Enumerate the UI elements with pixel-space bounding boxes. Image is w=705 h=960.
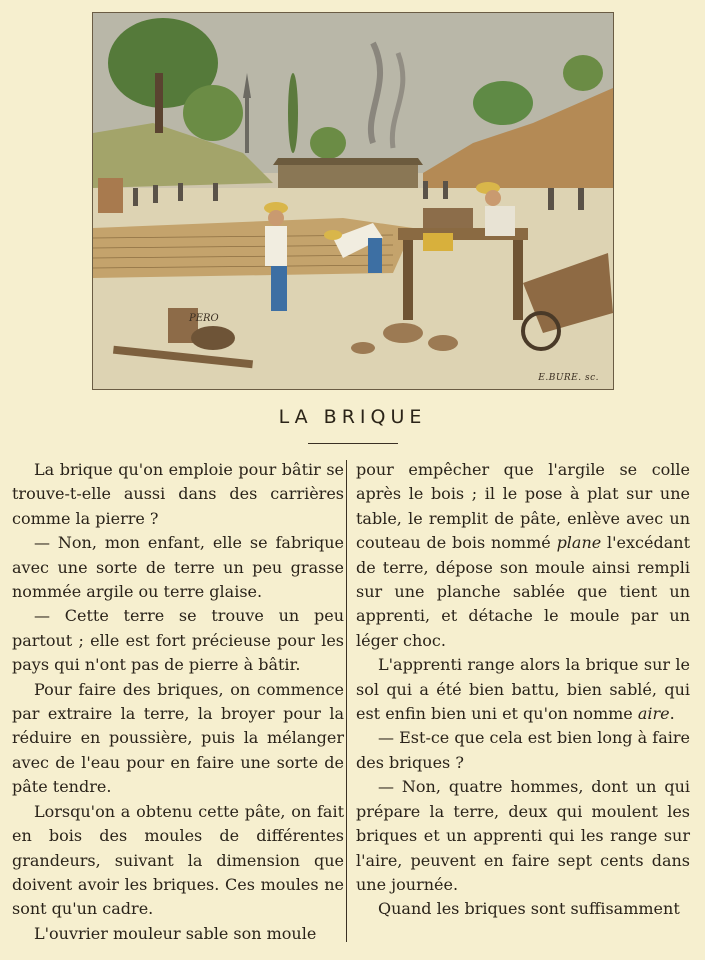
paragraph: — Est-ce que cela est bien long à faire des briques ?	[356, 728, 690, 772]
paragraph: Quand les briques sont suffisamment	[378, 899, 680, 919]
term-aire: aire	[637, 704, 670, 724]
paragraph: La brique qu'on emploie pour bâtir se trouve-t-elle aussi dans des carrières comme la pierre ?	[12, 460, 344, 528]
paragraph: Pour faire des briques, on commence par extraire la terre, la broyer pour la réduire en poussière, puis la mélanger avec de l'eau pour en faire une sorte de pâte tendre.	[12, 679, 344, 797]
paragraph	[356, 653, 690, 726]
text-run: l'excédant de terre, dépose son moule ainsi rempli sur une planche sablée que tient un apprenti, et détache le moule par un léger choc.	[356, 533, 690, 650]
paragraph: Lorsqu'on a obtenu cette pâte, on fait en bois des moules de différentes grandeurs, suivant la dimension que doivent avoir les briques. Ces moules ne sont qu'un cadre.	[12, 801, 344, 919]
title-rule	[308, 443, 398, 444]
column-divider	[346, 460, 347, 942]
paragraph: — Non, mon enfant, elle se fabrique avec une sorte de terre un peu grasse nommée argile ou terre glaise.	[12, 533, 344, 602]
paragraph	[356, 458, 690, 653]
left-column	[12, 458, 344, 946]
paragraph: — Cette terre se trouve un peu partout ; elle est fort précieuse pour les pays qui n'ont pas de pierre à bâtir.	[12, 606, 344, 675]
text-run: L'apprenti range alors la brique sur le sol qui a été bien battu, bien sablé, qui est enfin bien uni et qu'on nomme	[356, 655, 690, 724]
illustration-drawing	[93, 13, 613, 389]
right-column	[356, 458, 690, 922]
term-plane: plane	[556, 533, 602, 553]
text-run: .	[669, 704, 675, 724]
chapter-title: LA BRIQUE	[278, 406, 427, 428]
artist-signature: PERO	[189, 313, 219, 324]
paragraph: — Non, quatre hommes, dont un qui prépare la terre, deux qui moulent les briques et un apprenti qui les range sur l'aire, peuvent en faire sept cents dans une journée.	[356, 777, 690, 894]
engraver-signature: E.BURE. sc.	[538, 373, 599, 383]
text-run: pour empêcher que l'argile se colle après le bois ; il le pose à plat sur une table, le remplit de pâte, enlève avec un couteau de bois nommé	[356, 460, 690, 553]
brickworks-illustration	[92, 12, 614, 390]
paragraph: L'ouvrier mouleur sable son moule	[34, 923, 317, 943]
